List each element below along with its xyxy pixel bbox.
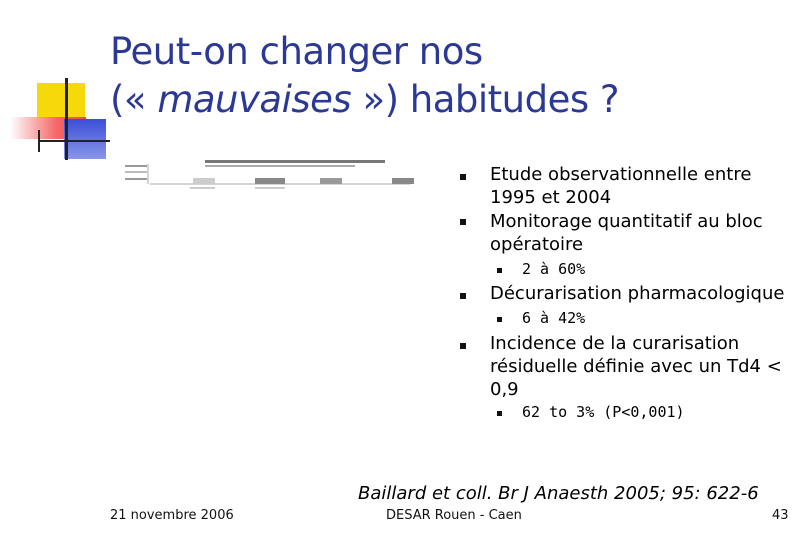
decor-blue-square (64, 119, 106, 159)
title-italic-word: mauvaises (157, 78, 352, 121)
footer-page-number: 43 (772, 508, 789, 523)
bullet-2: Monitorage quantitatif au bloc opératoire (490, 210, 763, 256)
bullet-square-icon (460, 343, 466, 349)
decor-vertical-line (65, 78, 68, 160)
embedded-chart-thumbnail (110, 160, 415, 190)
footer-date: 21 novembre 2006 (110, 508, 234, 523)
footer-center: DESAR Rouen - Caen (386, 508, 522, 523)
bullet-4: Incidence de la curarisation résiduelle définie avec un Td4 < 0,9 (490, 332, 782, 401)
bullet-square-icon (460, 174, 466, 180)
title-line-2: (« mauvaises ») habitudes ? (110, 78, 620, 121)
bullet-square-icon (497, 411, 502, 416)
title-line-1: Peut-on changer nos (110, 30, 483, 73)
bullet-square-icon (460, 293, 466, 299)
bullet-square-icon (497, 317, 502, 322)
bullet-1: Etude observationnelle entre 1995 et 2004 (490, 163, 751, 209)
bullet-square-icon (460, 219, 466, 225)
sub-bullet-2: 6 à 42% (522, 308, 585, 328)
decor-short-line (38, 130, 40, 152)
slide-title (110, 28, 770, 124)
sub-bullet-3: 62 to 3% (P<0,001) (522, 402, 685, 422)
sub-bullet-1: 2 à 60% (522, 259, 585, 279)
citation: Baillard et coll. Br J Anaesth 2005; 95: 622-6 (358, 483, 759, 504)
decor-horizontal-line (40, 140, 110, 142)
bullet-square-icon (497, 268, 502, 273)
bullet-3: Décurarisation pharmacologique (490, 282, 784, 305)
